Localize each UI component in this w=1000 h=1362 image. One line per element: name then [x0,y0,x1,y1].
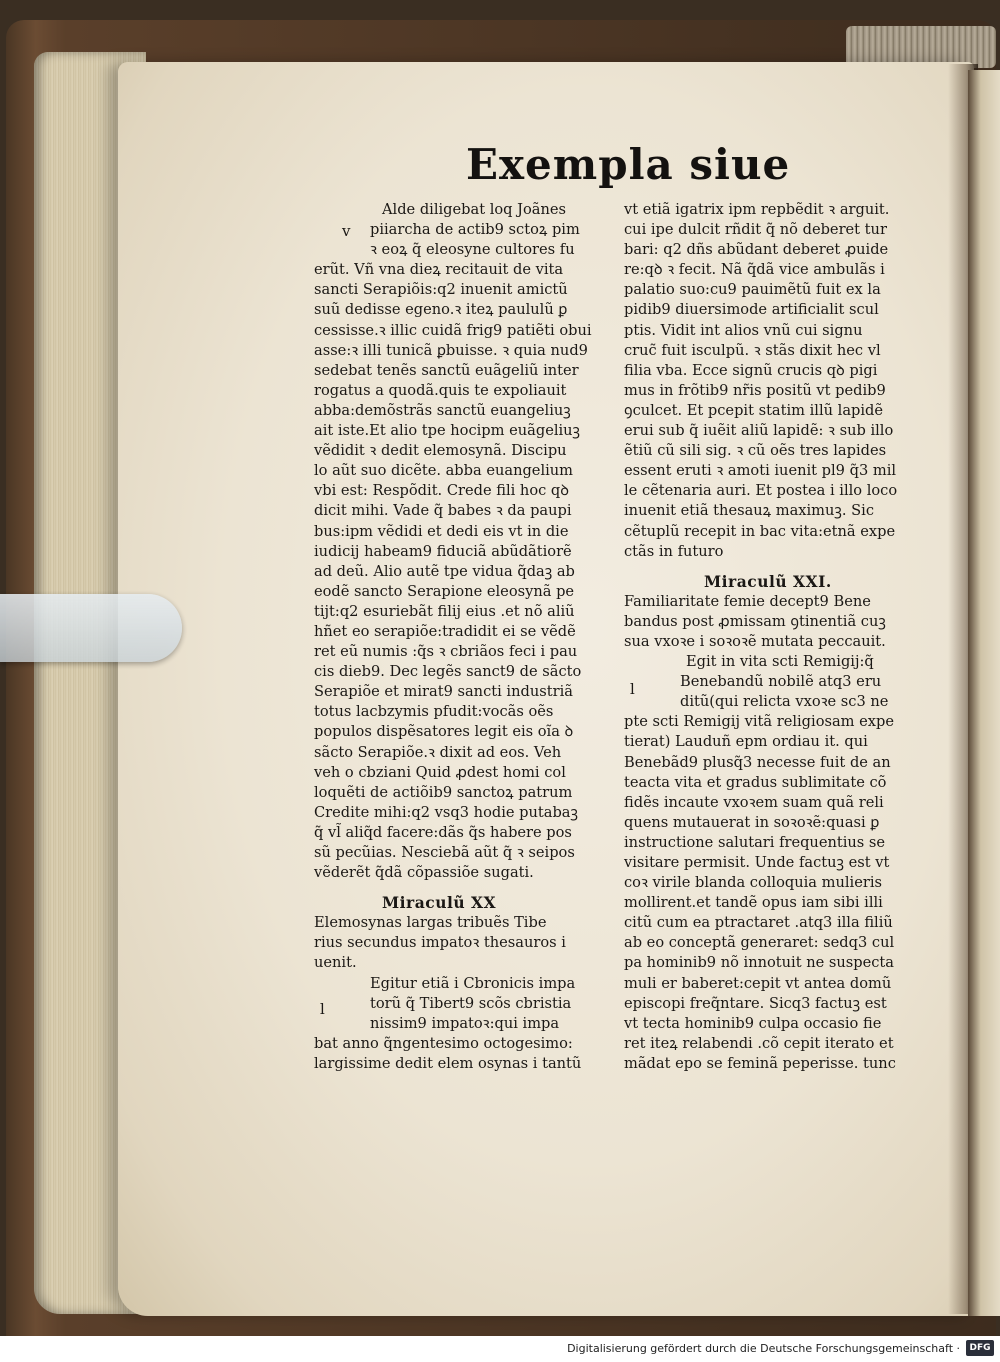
text-line: Benebãd9 plusq̃3 necesse fuit de an [624,753,891,771]
text-line: pte scti Remigij vitã religiosam expe [624,713,894,731]
section-title: Miraculũ XXI. [704,571,832,591]
text-line: ptis. Vidit int alios vnũ cui signu [624,321,863,339]
text-line: nissim9 impatoꝛ:qui impa [370,1014,560,1032]
text-line: rius secundus impatoꝛ thesauros i [314,934,566,952]
text-line: vẽdidit ꝛ dedit elemosynã. Discipu [314,442,567,460]
text-line: le cẽtenaria auri. Et postea i illo loco [624,482,898,500]
text-line: Credite mihi:q2 vsq3 hodie putabaꝫ [314,803,578,821]
text-line: bandus post ꝓmissam ꝯtinentiã cuꝫ [624,612,886,630]
text-line: tijt:q2 esuriebãt filij eius .et nõ aliũ [314,602,575,620]
text-line: sedebat tenẽs sanctũ euãgeliũ inter [314,361,579,379]
text-line: sua vxoꝛe i soꝛoꝛẽ mutata peccauit. [624,632,886,650]
text-line: visitare permisit. Unde factuꝫ est vt [624,854,890,871]
text-line: inuenit etiã thesauꝝ maximuꝫ. Sic [624,502,874,520]
text-line: vbi est: Respõdit. Crede fili hoc qꝺ [314,482,570,500]
text-line: ret eũ numis :q̃s ꝛ cbriãos feci i pau [314,643,578,661]
text-line: ꝛ eoꝝ q̃ eleosyne cultores fu [370,241,575,259]
text-line: Alde diligebat loq Joãnes [382,201,566,218]
text-line: hñet eo serapiõe:tradidit ei se vẽdẽ [314,622,576,640]
text-line: mollirent.et tandẽ opus iam sibi illi [624,894,883,912]
text-line: cẽtuplũ recepit in bac vita:etnã expe [624,522,896,540]
text-line: citũ cum ea ptractaret .atq3 illa filiũ [624,914,893,932]
text-line: Benebandũ nobilẽ atq3 eru [680,673,882,691]
text-line: vt etiã igatrix ipm repbẽdit ꝛ arguit. [624,201,890,218]
dfg-logo: DFG [966,1340,994,1356]
text-line: quens mutauerat in soꝛoꝛẽ:quasi ꝑ [624,813,880,831]
text-line: asse:ꝛ illi tunicã ꝑbuisse. ꝛ quia nud9 [314,341,588,359]
text-line: sancti Serapiõis:q2 inuenit amictũ [314,281,568,299]
text-line: cis dieb9. Dec legẽs sanct9 de sãcto [314,663,582,681]
text-line: ab eo conceptã generaret: sedq3 cul [624,934,895,952]
text-line: mãdat epo se feminã peperisse. tunc [624,1054,896,1072]
text-line: palatio suo:cu9 pauimẽtũ fuit ex la [624,281,881,299]
text-line: ret iteꝝ relabendi .cõ cepit iterato et [624,1034,894,1052]
text-line: rogatus a quodã.quis te expoliauit [314,381,567,399]
text-line: dicit mihi. Vade q̃ babes ꝛ da paupi [314,502,572,520]
text-line: erũt. Vñ vna dieꝝ recitauit de vita [314,261,564,279]
text-line: piiarcha de actib9 sctoꝝ pim [370,221,580,239]
margin-letter: l [320,1000,325,1018]
digitization-footer [0,1336,1000,1362]
text-line: pa hominib9 nõ innotuit ne suspecta [624,954,894,972]
text-line: loquẽti de actiõib9 sanctoꝝ patrum [314,783,573,801]
paragraph-gap [624,562,924,572]
text-line: totus lacbzymis pfudit:vocãs oẽs [314,703,554,721]
text-line: re:qꝺ ꝛ fecit. Nã q̃dã vice ambulãs i [624,261,885,279]
text-line: torũ q̃ Tibert9 scõs cbristia [370,994,572,1012]
text-line: populos dispẽsatores legit eis oĩa ꝺ [314,723,574,741]
section-title: Miraculũ XX [382,893,497,913]
text-line: vt tecta hominib9 culpa occasio fie [624,1014,882,1032]
text-line: instructione salutari frequentius se [624,833,886,851]
text-line: sãcto Serapiõe.ꝛ dixit ad eos. Veh [314,743,562,761]
text-line: coꝛ virile blanda colloquia mulieris [624,874,882,892]
left-text-column [314,200,610,1074]
text-line: uenit. [314,954,357,972]
text-line: Serapiõe et mirat9 sancti industriã [314,683,573,701]
text-line: muli er baberet:cepit vt antea domũ [624,974,892,992]
text-line: erui sub q̃ iuẽit aliũ lapidẽ: ꝛ sub illo [624,422,894,440]
text-line: essent eruti ꝛ amoti iuenit pl9 q̃3 mil [624,462,897,480]
text-line: cui ipe dulcit rñdit q̃ nõ deberet tur [624,221,887,239]
text-line: ctãs in futuro [624,542,724,560]
text-line: lo aũt suo dicẽte. abba euangelium [314,462,574,480]
text-line: abba:demõstrãs sanctũ euangeliuꝫ [314,401,571,419]
text-line: filia vba. Ecce signũ crucis qꝺ pigi [624,361,878,379]
text-line: fidẽs incaute vxoꝛem suam quã reli [624,793,884,811]
text-line: iudicij habeam9 fiduciã abũdãtiorẽ [314,542,572,560]
text-line: cruc̃ fuit isculpũ. ꝛ stãs dixit hec vl [624,341,881,359]
funding-credit: Digitalisierung gefördert durch die Deutsche Forschungsgemeinschaft · [567,1342,960,1355]
text-line: bari: q2 dñs abũdant deberet ꝓuide [624,241,889,259]
text-line: bat anno q̃ngentesimo octogesimo: [314,1034,573,1052]
margin-letter: v [342,222,351,240]
text-line: sũ pecũias. Nesciebã aũt q̃ ꝛ seipos [314,844,575,861]
text-line: q̃ vl̃ aliq̃d facere:dãs q̃s habere pos [314,823,572,841]
text-line: bus:ipm vẽdidi et dedi eis vt in die [314,522,569,540]
text-line: ꝯculcet. Et pcepit statim illũ lapidẽ [624,401,884,419]
text-line: ditũ(qui relicta vxoꝛe sc3 ne [680,693,889,711]
text-line: mus in frõtib9 nr̃is positũ vt pedib9 [624,381,886,399]
text-line: eodẽ sancto Serapione eleosynã pe [314,582,575,600]
text-line: teacta vita et gradus sublimitate cõ [624,773,887,791]
text-line: ẽtiũ cũ sili sig. ꝛ cũ oẽs tres lapides [624,442,887,460]
text-line: episcopi freq̃ntare. Sicq3 factuꝫ est [624,994,887,1012]
facing-page-edge [968,70,1000,1316]
text-line: cessisse.ꝛ illic cuidã frig9 patiẽti obui [314,321,592,339]
text-line: largissime dedit elem osynas i tantũ [314,1054,582,1072]
text-line: Egitur etiã i Cbronicis impa [370,974,576,992]
text-line: ait iste.Et alio tpe hocipm euãgeliuꝫ [314,422,581,440]
text-line: tierat) Lauduñ epm ordiau it. qui [624,733,868,751]
page-heading: Exempla siue [466,140,791,189]
paragraph-gap [314,883,610,893]
text-line: pidib9 diuersimode artificialit scul [624,301,879,319]
text-line: Familiaritate femie decept9 Bene [624,592,871,610]
text-line: suũ dedisse egeno.ꝛ iteꝝ paululũ ꝑ [314,301,568,319]
margin-letter: l [630,680,635,698]
text-line: ad deũ. Alio autẽ tpe vidua q̃daꝫ ab [314,562,575,580]
text-line: vẽderẽt q̃dã cõpassiõe sugati. [314,864,534,882]
text-line: veh o cbziani Quid ꝓdest homi col [314,763,566,781]
text-line: Elemosynas largas tribuẽs Tibe [314,914,547,932]
plastic-page-holder [0,594,182,662]
text-line: Egit in vita scti Remigij:q̃ [686,653,874,671]
right-text-column [624,200,924,1074]
